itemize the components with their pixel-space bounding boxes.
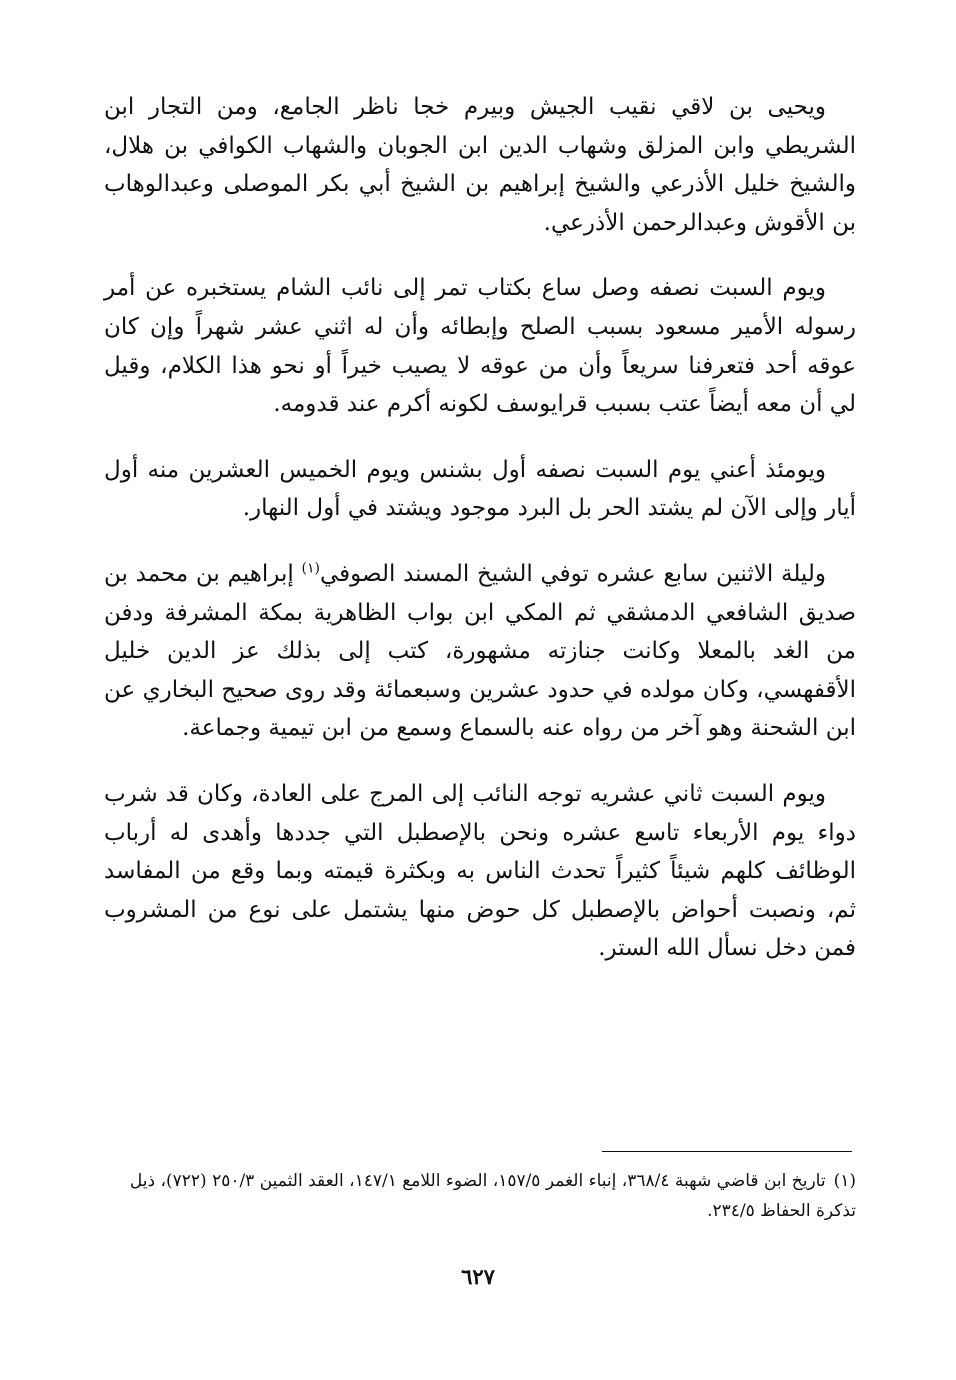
paragraph-4 <box>104 555 856 748</box>
paragraph-2: ويوم السبت نصفه وصل ساع بكتاب تمر إلى نائب الشام يستخبره عن أمر رسوله الأمير مسعود بسبب الصلح وإبطائه وأن له اثني عشر شهراً وإن كان عوقه أحد فتعرفنا سريعاً وأن من عوقه لا يصيب خيراً أو نحو هذا الكلام، وقيل لي أن معه أيضاً عتب بسبب قرايوسف لكونه أكرم عند قدومه. <box>104 275 856 418</box>
paragraph-1: ويحيى بن لاقي نقيب الجيش وبيرم خجا ناظر الجامع، ومن التجار ابن الشريطي وابن المزلق وشهاب الدين ابن الجوبان والشهاب الكوافي بن هلال، والشيخ خليل الأذرعي والشيخ إبراهيم بن الشيخ أبي بكر الموصلى وعبدالوهاب بن الأقوش وعبدالرحمن الأذرعي. <box>104 94 856 236</box>
footnote-number: (١) <box>833 1171 856 1191</box>
paragraph-5: ويوم السبت ثاني عشريه توجه النائب إلى المرج على العادة، وكان قد شرب دواء يوم الأربعاء تاسع عشره ونحن بالإصطبل التي جددها وأهدى له أرباب الوظائف كلهم شيئاً كثيراً تحدث الناس به وبكثرة قيمته وبما وقع من المفاسد ثم، ونصبت أحواض بالإصطبل كل حوض منها يشتمل على نوع من المشروب فمن دخل نسأل الله الستر. <box>104 780 856 962</box>
footnote-text: تاريخ ابن قاضي شهبة ٣٦٨/٤، إنباء الغمر ١٥٧/٥، الضوء اللامع ١٤٧/١، العقد الثمين ٢٥٠/٣ (٧٢٢)، ذيل تذكرة الحفاظ ٢٣٤/٥. <box>129 1171 856 1221</box>
footnote <box>104 1166 856 1226</box>
page-number: ٦٢٧ <box>461 1264 495 1289</box>
footnote-divider <box>602 1151 852 1152</box>
main-text <box>104 88 856 968</box>
paragraph-4-start: وليلة الاثنين سابع عشره توفي الشيخ المسند الصوفي <box>319 560 826 587</box>
footnote-reference[interactable]: (١) <box>301 560 320 577</box>
paragraph-4-end: إبراهيم بن محمد بن صديق الشافعي الدمشقي ثم المكي ابن بواب الظاهرية بمكة المشرفة ودفن من الغد بالمعلا وكانت جنازته مشهورة، كتب إلى بذلك عز الدين خليل الأقفهسي، وكان مولده في حدود عشرين وسبعمائة وقد روى صحيح البخاري عن ابن الشحنة وهو آخر من رواه عنه بالسماع وسمع من ابن تيمية وجماعة. <box>104 560 856 742</box>
paragraph-3: ويومئذ أعني يوم السبت نصفه أول بشنس ويوم الخميس العشرين منه أول أيار وإلى الآن لم يشتد الحر بل البرد موجود ويشتد في أول النهار. <box>104 456 856 522</box>
